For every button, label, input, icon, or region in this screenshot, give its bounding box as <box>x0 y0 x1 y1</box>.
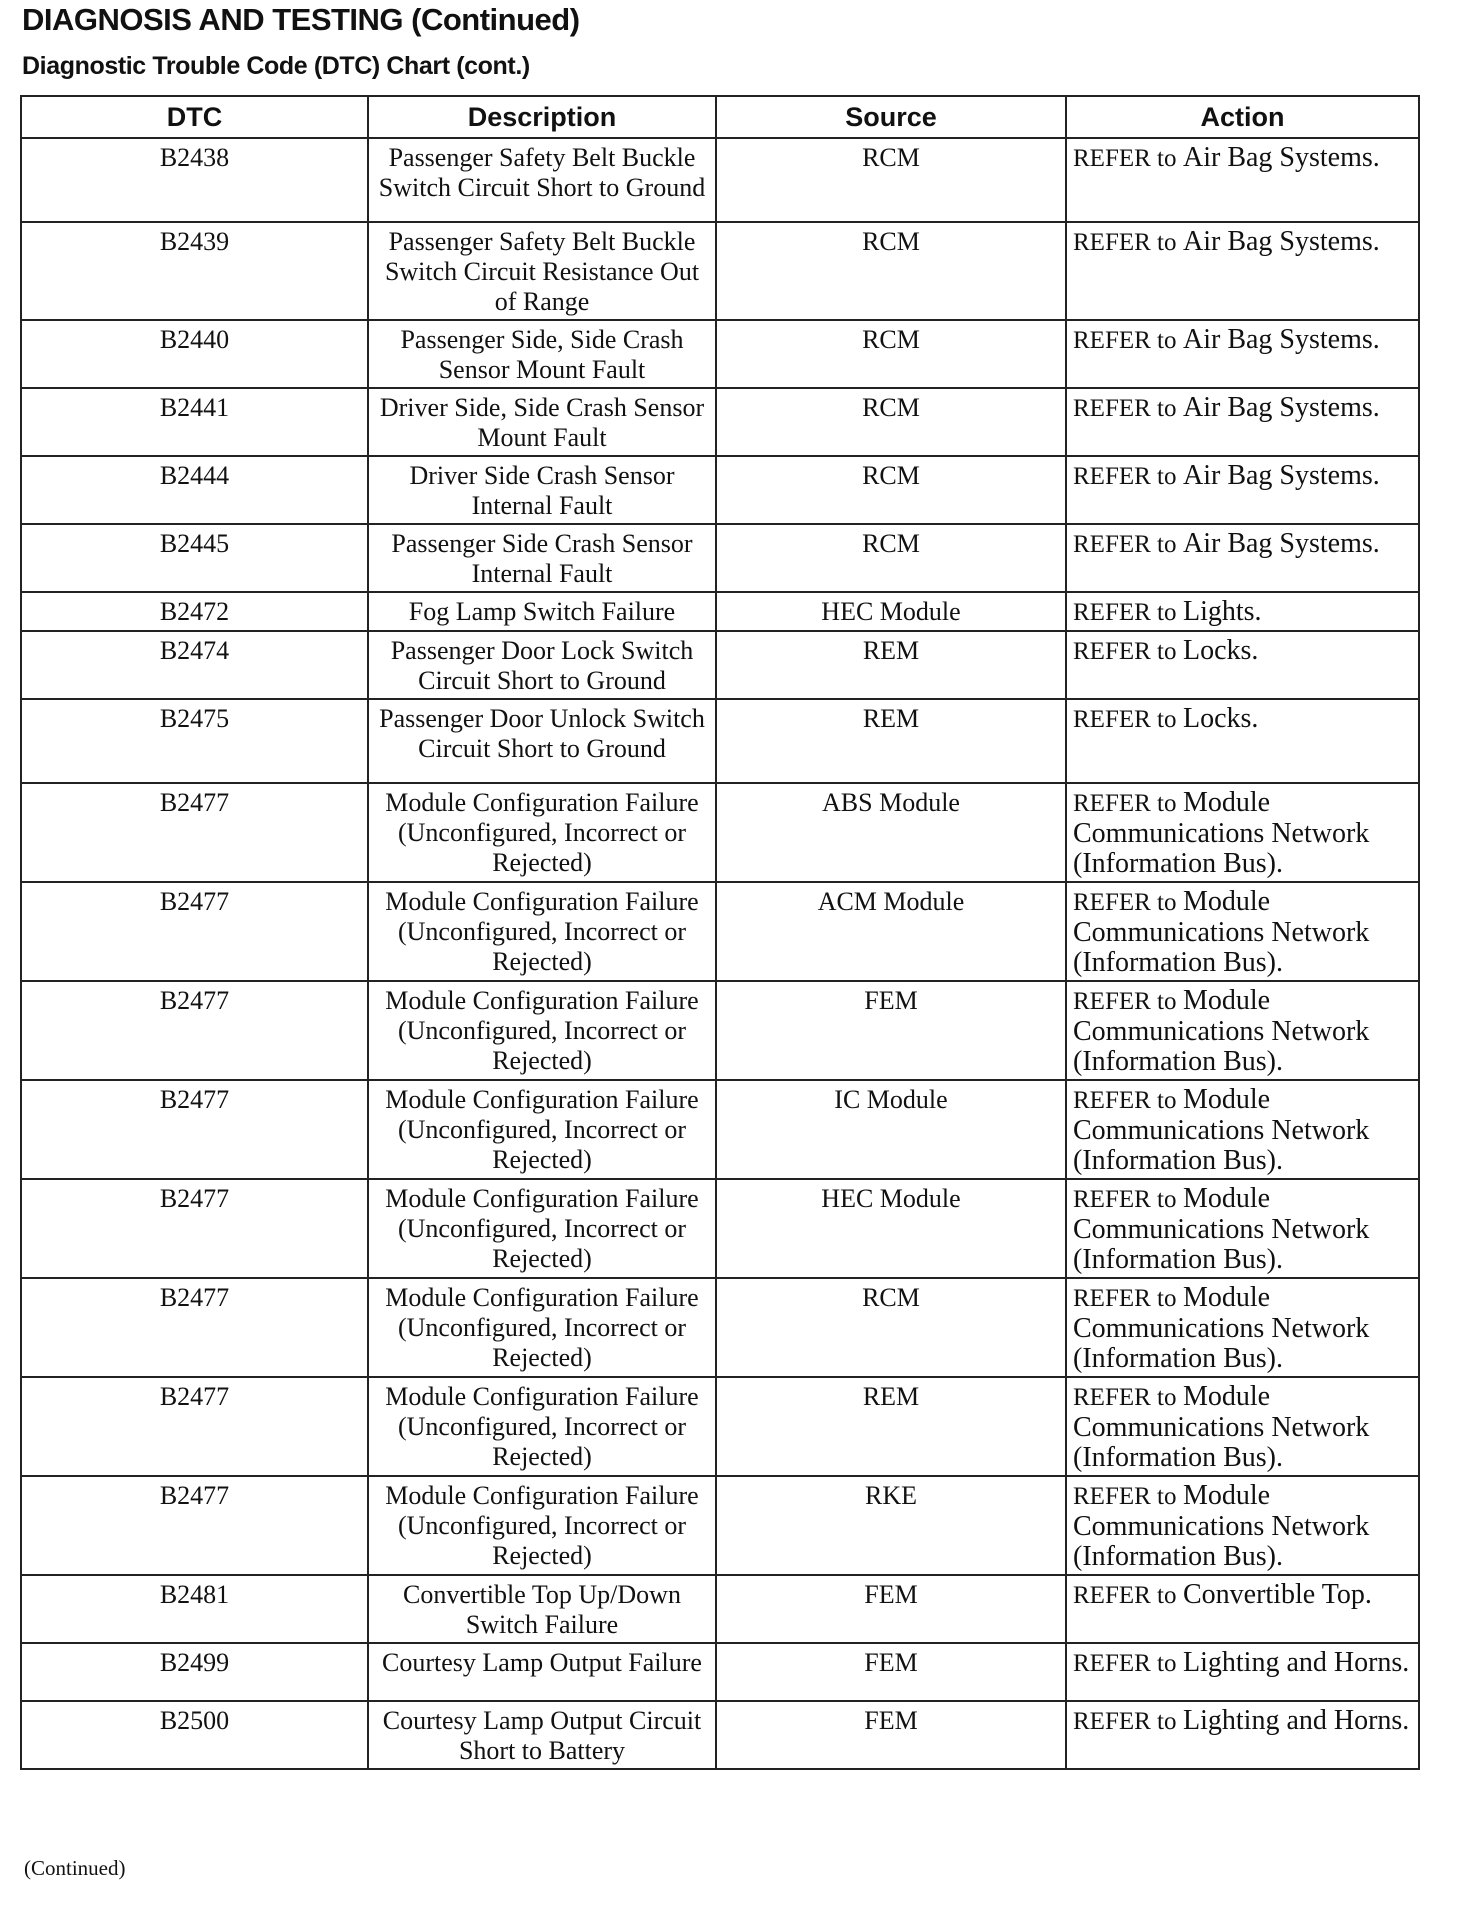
action-cell <box>1066 320 1419 388</box>
table-row <box>21 456 1419 524</box>
action-target: Air Bag Systems. <box>1183 528 1380 559</box>
dtc-code-cell: B2477 <box>21 1476 368 1575</box>
continued-note: (Continued) <box>24 1856 126 1880</box>
action-cell <box>1066 1476 1419 1575</box>
table-row <box>21 320 1419 388</box>
action-prefix: REFER to <box>1073 1708 1177 1735</box>
action-cell <box>1066 783 1419 882</box>
source-cell: REM <box>716 631 1066 699</box>
table-row <box>21 1701 1419 1769</box>
action-prefix: REFER to <box>1073 1384 1177 1411</box>
dtc-code-cell: B2445 <box>21 524 368 592</box>
action-prefix: REFER to <box>1073 1186 1177 1213</box>
description-cell: Driver Side Crash Sensor Internal Fault <box>368 456 716 524</box>
table-row <box>21 1278 1419 1377</box>
dtc-code-cell: B2481 <box>21 1575 368 1643</box>
action-cell <box>1066 456 1419 524</box>
action-prefix: REFER to <box>1073 145 1177 172</box>
description-cell: Module Configuration Failure (Unconfigured, Incorrect or Rejected) <box>368 882 716 981</box>
action-cell <box>1066 524 1419 592</box>
page-title: DIAGNOSIS AND TESTING (Continued) <box>22 2 580 37</box>
description-cell: Courtesy Lamp Output Circuit Short to Battery <box>368 1701 716 1769</box>
action-target: Module Communications Network (Information Bus). <box>1073 985 1370 1077</box>
table-row <box>21 1179 1419 1278</box>
source-cell: RCM <box>716 388 1066 456</box>
dtc-code-cell: B2439 <box>21 222 368 320</box>
dtc-code-cell: B2438 <box>21 138 368 222</box>
action-prefix: REFER to <box>1073 327 1177 354</box>
description-cell: Passenger Side, Side Crash Sensor Mount Fault <box>368 320 716 388</box>
dtc-table <box>20 95 1420 1770</box>
description-cell: Module Configuration Failure (Unconfigured, Incorrect or Rejected) <box>368 1179 716 1278</box>
description-cell: Module Configuration Failure (Unconfigured, Incorrect or Rejected) <box>368 1476 716 1575</box>
action-cell <box>1066 699 1419 783</box>
action-target: Convertible Top. <box>1183 1579 1372 1610</box>
table-row <box>21 783 1419 882</box>
action-prefix: REFER to <box>1073 599 1177 626</box>
source-cell: REM <box>716 1377 1066 1476</box>
description-cell: Module Configuration Failure (Unconfigured, Incorrect or Rejected) <box>368 981 716 1080</box>
description-cell: Module Configuration Failure (Unconfigured, Incorrect or Rejected) <box>368 1278 716 1377</box>
source-cell: HEC Module <box>716 592 1066 631</box>
dtc-code-cell: B2477 <box>21 1080 368 1179</box>
table-row <box>21 1377 1419 1476</box>
action-target: Module Communications Network (Information Bus). <box>1073 787 1370 879</box>
description-cell: Module Configuration Failure (Unconfigured, Incorrect or Rejected) <box>368 1377 716 1476</box>
action-target: Locks. <box>1183 635 1259 666</box>
source-cell: ACM Module <box>716 882 1066 981</box>
action-target: Lighting and Horns. <box>1183 1705 1410 1736</box>
action-prefix: REFER to <box>1073 1087 1177 1114</box>
description-cell: Driver Side, Side Crash Sensor Mount Fault <box>368 388 716 456</box>
action-prefix: REFER to <box>1073 1582 1177 1609</box>
dtc-code-cell: B2477 <box>21 882 368 981</box>
action-target: Air Bag Systems. <box>1183 226 1380 257</box>
action-cell <box>1066 1179 1419 1278</box>
table-row <box>21 699 1419 783</box>
action-cell <box>1066 222 1419 320</box>
description-cell: Fog Lamp Switch Failure <box>368 592 716 631</box>
table-body <box>21 138 1419 1769</box>
source-cell: RCM <box>716 456 1066 524</box>
dtc-code-cell: B2475 <box>21 699 368 783</box>
action-target: Lighting and Horns. <box>1183 1647 1410 1678</box>
description-cell: Passenger Safety Belt Buckle Switch Circuit Resistance Out of Range <box>368 222 716 320</box>
action-target: Air Bag Systems. <box>1183 460 1380 491</box>
action-prefix: REFER to <box>1073 889 1177 916</box>
column-header-source: Source <box>716 96 1066 138</box>
action-prefix: REFER to <box>1073 790 1177 817</box>
action-prefix: REFER to <box>1073 988 1177 1015</box>
table-row <box>21 1575 1419 1643</box>
action-cell <box>1066 1377 1419 1476</box>
dtc-code-cell: B2440 <box>21 320 368 388</box>
action-prefix: REFER to <box>1073 638 1177 665</box>
table-row <box>21 138 1419 222</box>
source-cell: RCM <box>716 320 1066 388</box>
description-cell: Passenger Door Unlock Switch Circuit Short to Ground <box>368 699 716 783</box>
chart-subtitle: Diagnostic Trouble Code (DTC) Chart (cont.) <box>22 52 530 80</box>
action-target: Module Communications Network (Information Bus). <box>1073 1282 1370 1374</box>
source-cell: RCM <box>716 1278 1066 1377</box>
dtc-code-cell: B2472 <box>21 592 368 631</box>
action-cell <box>1066 1643 1419 1701</box>
description-cell: Convertible Top Up/Down Switch Failure <box>368 1575 716 1643</box>
action-prefix: REFER to <box>1073 463 1177 490</box>
action-prefix: REFER to <box>1073 1650 1177 1677</box>
table-header-row <box>21 96 1419 138</box>
source-cell: FEM <box>716 1643 1066 1701</box>
action-cell <box>1066 1701 1419 1769</box>
action-cell <box>1066 882 1419 981</box>
dtc-code-cell: B2500 <box>21 1701 368 1769</box>
action-cell <box>1066 592 1419 631</box>
action-cell <box>1066 981 1419 1080</box>
action-target: Module Communications Network (Information Bus). <box>1073 1183 1370 1275</box>
column-header-description: Description <box>368 96 716 138</box>
source-cell: RCM <box>716 222 1066 320</box>
dtc-code-cell: B2441 <box>21 388 368 456</box>
source-cell: FEM <box>716 1575 1066 1643</box>
source-cell: RKE <box>716 1476 1066 1575</box>
column-header-action: Action <box>1066 96 1419 138</box>
action-target: Air Bag Systems. <box>1183 392 1380 423</box>
table-row <box>21 222 1419 320</box>
dtc-code-cell: B2444 <box>21 456 368 524</box>
action-prefix: REFER to <box>1073 706 1177 733</box>
table-row <box>21 882 1419 981</box>
action-target: Module Communications Network (Information Bus). <box>1073 1084 1370 1176</box>
action-cell <box>1066 1575 1419 1643</box>
action-cell <box>1066 138 1419 222</box>
action-prefix: REFER to <box>1073 1285 1177 1312</box>
action-prefix: REFER to <box>1073 1483 1177 1510</box>
action-target: Module Communications Network (Information Bus). <box>1073 886 1370 978</box>
description-cell: Courtesy Lamp Output Failure <box>368 1643 716 1701</box>
source-cell: FEM <box>716 1701 1066 1769</box>
dtc-code-cell: B2477 <box>21 1377 368 1476</box>
dtc-code-cell: B2474 <box>21 631 368 699</box>
action-target: Air Bag Systems. <box>1183 142 1380 173</box>
action-prefix: REFER to <box>1073 395 1177 422</box>
source-cell: IC Module <box>716 1080 1066 1179</box>
source-cell: HEC Module <box>716 1179 1066 1278</box>
dtc-code-cell: B2477 <box>21 1278 368 1377</box>
table-row <box>21 592 1419 631</box>
action-target: Lights. <box>1183 596 1262 627</box>
table-row <box>21 981 1419 1080</box>
description-cell: Passenger Safety Belt Buckle Switch Circuit Short to Ground <box>368 138 716 222</box>
dtc-code-cell: B2477 <box>21 1179 368 1278</box>
table-row <box>21 1080 1419 1179</box>
action-prefix: REFER to <box>1073 531 1177 558</box>
column-header-dtc: DTC <box>21 96 368 138</box>
action-cell <box>1066 1278 1419 1377</box>
description-cell: Passenger Side Crash Sensor Internal Fault <box>368 524 716 592</box>
source-cell: ABS Module <box>716 783 1066 882</box>
action-target: Module Communications Network (Information Bus). <box>1073 1480 1370 1572</box>
description-cell: Module Configuration Failure (Unconfigured, Incorrect or Rejected) <box>368 783 716 882</box>
action-cell <box>1066 388 1419 456</box>
table-row <box>21 631 1419 699</box>
action-cell <box>1066 631 1419 699</box>
table-row <box>21 1643 1419 1701</box>
dtc-code-cell: B2499 <box>21 1643 368 1701</box>
dtc-code-cell: B2477 <box>21 981 368 1080</box>
dtc-code-cell: B2477 <box>21 783 368 882</box>
action-cell <box>1066 1080 1419 1179</box>
action-target: Locks. <box>1183 703 1259 734</box>
description-cell: Passenger Door Lock Switch Circuit Short to Ground <box>368 631 716 699</box>
source-cell: FEM <box>716 981 1066 1080</box>
table-row <box>21 388 1419 456</box>
table-row <box>21 1476 1419 1575</box>
description-cell: Module Configuration Failure (Unconfigured, Incorrect or Rejected) <box>368 1080 716 1179</box>
source-cell: RCM <box>716 138 1066 222</box>
table-row <box>21 524 1419 592</box>
source-cell: RCM <box>716 524 1066 592</box>
action-prefix: REFER to <box>1073 229 1177 256</box>
action-target: Module Communications Network (Information Bus). <box>1073 1381 1370 1473</box>
action-target: Air Bag Systems. <box>1183 324 1380 355</box>
source-cell: REM <box>716 699 1066 783</box>
